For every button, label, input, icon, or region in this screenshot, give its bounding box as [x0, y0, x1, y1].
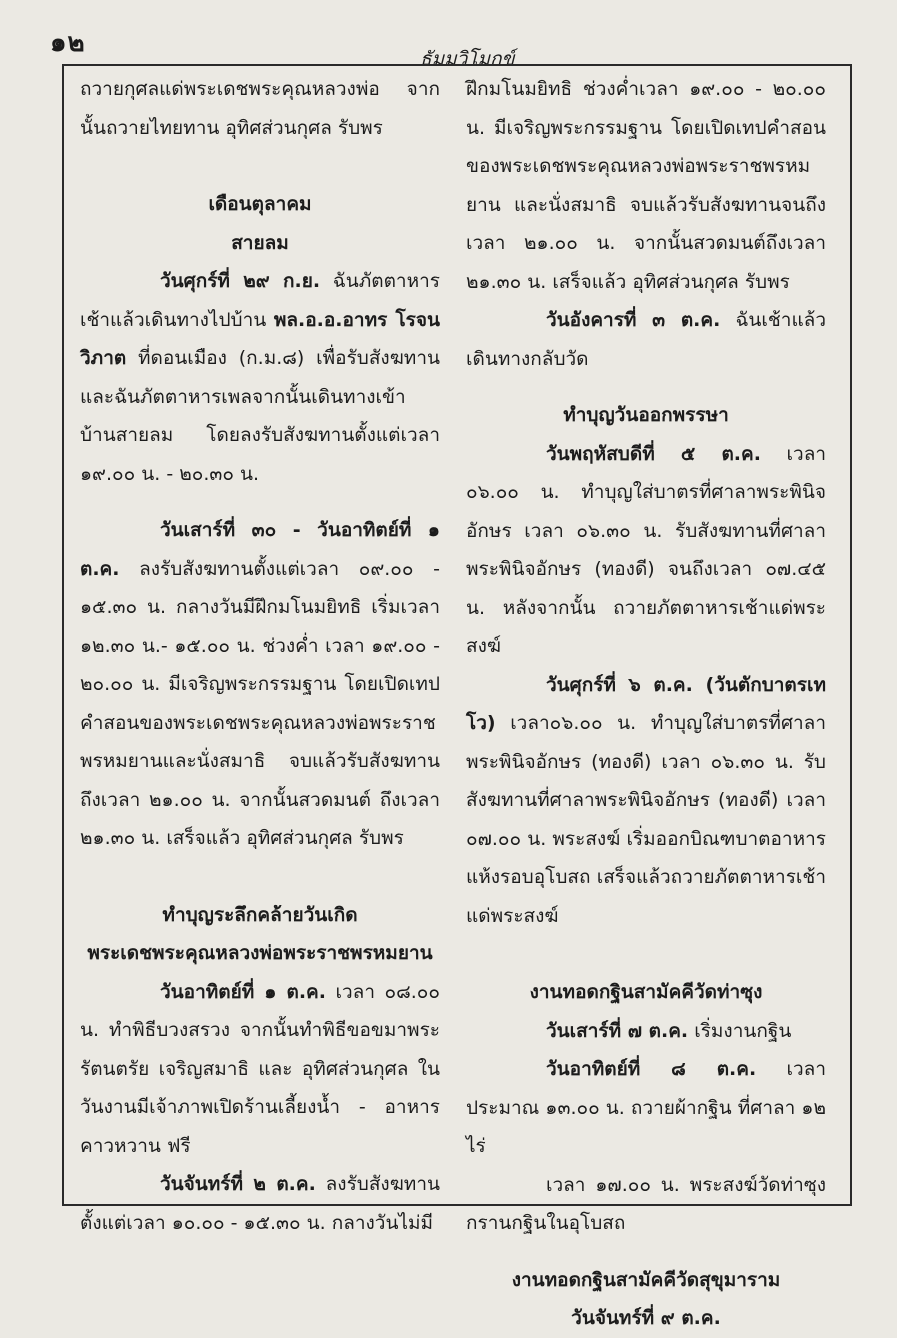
section-heading-birthday: ทำบุญระลึกคล้ายวันเกิด	[162, 903, 358, 926]
left-column	[80, 70, 440, 1242]
paragraph-oct-5: วันพฤหัสบดีที่ ๕ ต.ค. เวลา ๐๖.๐๐ น. ทำบุญใส่บาตรที่ศาลาพระพินิจอักษร เวลา ๐๖.๓๐ น. รับสังฆทานที่ศาลาพระพินิจอักษร (ทองดี) จนถึงเวลา ๐๗.๔๕ น. หลังจากนั้น ถวายภัตตาหารเช้าแด่พระสงฆ์	[466, 442, 827, 657]
section-heading-month: เดือนตุลาคม	[208, 193, 312, 215]
paragraph-oct-8-evening: เวลา ๑๗.๐๐ น. พระสงฆ์วัดท่าซุง กรานกฐินในอุโบสถ	[466, 1173, 826, 1234]
paragraph-continuation: ฝึกมโนมยิทธิ ช่วงค่ำเวลา ๑๙.๐๐ - ๒๐.๐๐ น. มีเจริญพระกรรมฐาน โดยเปิดเทปคำสอนของพระเดชพระคุณหลวงพ่อพระราชพรหมยาน และนั่งสมาธิ จบแล้วรับสังฆทานจนถึง เวลา ๒๑.๐๐ น. จากนั้นสวดมนต์ถึงเวลา ๒๑.๓๐ น. เสร็จแล้ว อุทิศส่วนกุศล รับพร	[466, 78, 826, 293]
right-column	[466, 70, 826, 1338]
section-subheading-luangpor: พระเดชพระคุณหลวงพ่อพระราชพรหมยาน	[87, 942, 433, 964]
person-name: พล.อ.อ.อาทร โรจนวิภาต	[80, 308, 440, 369]
paragraph-oct-3: วันอังคารที่ ๓ ต.ค. ฉันเช้าแล้วเดินทางกลับวัด	[466, 309, 826, 370]
date-label: วันอาทิตย์ที่ ๑ ต.ค.	[160, 980, 326, 1003]
running-header-title: ธัมมวิโมกข์	[420, 48, 515, 70]
date-label: วันอังคารที่ ๓ ต.ค.	[546, 309, 721, 331]
paragraph-oct-2: วันจันทร์ที่ ๒ ต.ค. ลงรับสังฆทาน ตั้งแต่เวลา ๑๐.๐๐ - ๑๕.๓๐ น. กลางวันไม่มี	[80, 1173, 440, 1234]
paragraph-sep-30-oct-1: วันเสาร์ที่ ๓๐ - วันอาทิตย์ที่ ๑ ต.ค. ลงรับสังฆทานตั้งแต่เวลา ๐๙.๐๐ - ๑๕.๓๐ น. กลางวันมีฝึกมโนมยิทธิ เริ่มเวลา ๑๒.๓๐ น.- ๑๕.๐๐ น. ช่วงค่ำ เวลา ๑๙.๐๐ - ๒๐.๐๐ น. มีเจริญพระกรรมฐาน โดยเปิดเทปคำสอนของพระเดชพระคุณหลวงพ่อพระราชพรหมยานและนั่งสมาธิ จบแล้วรับสังฆทาน ถึงเวลา ๒๑.๐๐ น. จากนั้นสวดมนต์ ถึงเวลา ๒๑.๓๐ น. เสร็จแล้ว อุทิศส่วนกุศล รับพร	[80, 519, 440, 849]
paragraph-oct-7: วันเสาร์ที่ ๗ ต.ค. เริ่มงานกฐิน	[546, 1019, 792, 1042]
paragraph-oct-1: วันอาทิตย์ที่ ๑ ต.ค. เวลา ๐๘.๐๐ น. ทำพิธีบวงสรวง จากนั้นทำพิธีขอขมาพระรัตนตรัย เจริญสมาธิ และ อุทิศส่วนกุศล ในวันงานมีเจ้าภาพเปิดร้านเลี้ยงน้ำ - อาหารคาวหวาน ฟรี	[80, 980, 440, 1157]
date-label: วันเสาร์ที่ ๓๐ - วันอาทิตย์ที่ ๑ ต.ค.	[80, 519, 440, 580]
date-label: วันพฤหัสบดีที่ ๕ ต.ค.	[546, 442, 761, 465]
section-heading-kathin-thasung: งานทอดกฐินสามัคคีวัดท่าซุง	[529, 981, 763, 1003]
date-label: วันอาทิตย์ที่ ๘ ต.ค.	[546, 1058, 757, 1080]
section-subheading-place: สายลม	[231, 231, 289, 254]
date-label: วันศุกร์ที่ ๒๙ ก.ย.	[160, 270, 321, 292]
paragraph-oct-8: วันอาทิตย์ที่ ๘ ต.ค. เวลาประมาณ ๑๓.๐๐ น. ถวายผ้ากฐิน ที่ศาลา ๑๒ ไร่	[466, 1058, 826, 1157]
date-label: วันศุกร์ที่ ๖ ต.ค. (วันตักบาตรเทโว)	[466, 673, 826, 734]
paragraph-continuation: ถวายกุศลแด่พระเดชพระคุณหลวงพ่อ จากนั้นถวายไทยทาน อุทิศส่วนกุศล รับพร	[80, 78, 440, 139]
date-label: วันเสาร์ที่ ๗ ต.ค.	[546, 1019, 689, 1042]
date-label-oct-9: วันจันทร์ที่ ๙ ต.ค.	[571, 1307, 721, 1329]
section-heading-kathin-sukhumaram: งานทอดกฐินสามัคคีวัดสุขุมาราม	[511, 1268, 781, 1291]
paragraph-sep-29: วันศุกร์ที่ ๒๙ ก.ย. ฉันภัตตาหารเช้าแล้วเดินทางไปบ้าน พล.อ.อ.อาทร โรจนวิภาต ที่ดอนเมือง (ก.ม.๘) เพื่อรับสังฆทาน และฉันภัตตาหารเพลจากนั้นเดินทางเข้าบ้านสายลม โดยลงรับสังฆทานตั้งแต่เวลา ๑๙.๐๐ น. - ๒๐.๓๐ น.	[80, 270, 440, 485]
page-number: ๑๒	[50, 28, 86, 58]
paragraph-oct-6: วันศุกร์ที่ ๖ ต.ค. (วันตักบาตรเทโว) เวลา๐๖.๐๐ น. ทำบุญใส่บาตรที่ศาลาพระพินิจอักษร (ทองดี) เวลา ๐๖.๓๐ น. รับสังฆทานที่ศาลาพระพินิจอักษร (ทองดี) เวลา ๐๗.๐๐ น. พระสงฆ์ เริ่มออกบิณฑบาตอาหารแห้งรอบอุโบสถ เสร็จแล้วถวายภัตตาหารเช้าแด่พระสงฆ์	[466, 673, 826, 927]
date-label: วันจันทร์ที่ ๒ ต.ค.	[160, 1173, 316, 1195]
section-heading-end-of-lent: ทำบุญวันออกพรรษา	[563, 404, 729, 426]
